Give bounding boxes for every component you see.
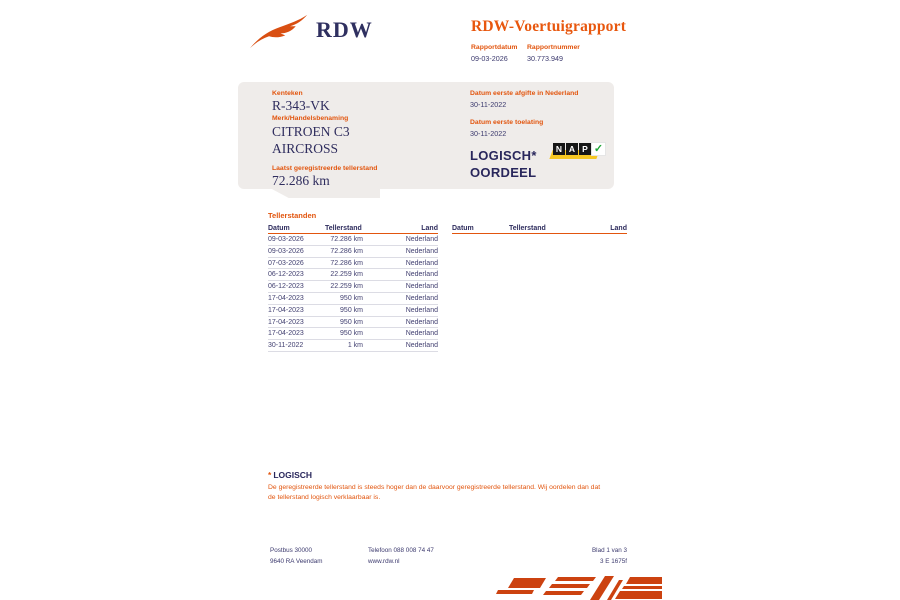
table-cell-tellerstand: 22.259 km: [330, 271, 363, 279]
col-header-land: Land: [610, 225, 627, 232]
table-cell-land: Nederland: [405, 318, 438, 326]
footer-phone: Telefoon 088 008 74 47: [368, 547, 434, 554]
nap-logo-letter-a: A: [566, 143, 578, 155]
table-cell-tellerstand: 72.286 km: [330, 259, 363, 267]
footnote-title: [268, 470, 312, 480]
tellerstanden-section-title: Tellerstanden: [268, 211, 317, 220]
table-cell-land: Nederland: [405, 236, 438, 243]
nap-logo-letter-n: N: [553, 143, 565, 155]
footnote-title-text: LOGISCH: [273, 470, 313, 480]
table-cell-datum: 17-04-2023: [268, 330, 304, 338]
col-header-tellerstand: Tellerstand: [509, 225, 546, 232]
table-cell-datum: 09-03-2026: [268, 247, 304, 255]
rapportdatum-label: Rapportdatum: [471, 44, 518, 51]
table-cell-land: Nederland: [405, 271, 438, 279]
table-cell-land: Nederland: [405, 259, 438, 267]
tellerstand-table-right: [452, 224, 627, 234]
table-cell-datum: 17-04-2023: [268, 306, 304, 314]
table-header-row: [268, 224, 438, 234]
table-cell-datum: 30-11-2022: [268, 342, 304, 350]
table-cell-datum: 17-04-2023: [268, 318, 304, 326]
merk-value-line2: AIRCROSS: [272, 141, 339, 156]
nap-logo-letter-p: P: [579, 143, 591, 155]
footnote-text: De geregistreerde tellerstand is steeds hoger dan de daarvoor geregistreerde tellerstand. Wij oordelen dan dat de tellerstand logisch verklaarbaar is.: [268, 484, 601, 501]
table-cell-datum: 09-03-2026: [268, 236, 304, 243]
toelating-value: 30-11-2022: [470, 129, 507, 138]
oordeel-line2: OORDEEL: [470, 165, 537, 180]
table-cell-tellerstand: 950 km: [340, 306, 363, 314]
table-row: [268, 293, 438, 305]
rapportnummer-label: Rapportnummer: [527, 44, 580, 51]
rapportdatum-value: 09-03-2026: [471, 54, 508, 63]
rdw-feather-logo-icon: [249, 13, 311, 51]
table-row: [268, 234, 438, 246]
rapportnummer-value: 30.773.949: [527, 54, 563, 63]
oordeel-text: [470, 147, 537, 181]
col-header-datum: Datum: [268, 225, 290, 232]
col-header-datum: Datum: [452, 225, 474, 232]
nap-logo-check-icon: ✓: [593, 143, 604, 155]
summary-panel-tab: [270, 188, 380, 198]
table-cell-tellerstand: 1 km: [347, 342, 363, 350]
table-cell-tellerstand: 950 km: [340, 330, 363, 338]
footer-website: www.rdw.nl: [368, 558, 400, 565]
footnote-asterisk: *: [268, 470, 272, 480]
afgifte-label: Datum eerste afgifte in Nederland: [470, 90, 579, 97]
footer-contact: [368, 545, 434, 567]
bottom-stripes-decoration-icon: [462, 575, 662, 600]
table-header-row: [452, 224, 627, 234]
table-cell-land: Nederland: [405, 342, 438, 350]
footer-address-line2: 9640 RA Veendam: [270, 558, 323, 565]
table-cell-tellerstand: 950 km: [340, 318, 363, 326]
table-cell-tellerstand: 72.286 km: [330, 247, 363, 255]
table-row: [268, 305, 438, 317]
oordeel-line1: LOGISCH*: [470, 148, 537, 163]
table-cell-tellerstand: 950 km: [340, 294, 363, 302]
tellerstand-value: 72.286 km: [272, 173, 330, 188]
footer-page-number: Blad 1 van 3: [591, 547, 627, 554]
table-cell-land: Nederland: [405, 294, 438, 302]
kenteken-label: Kenteken: [272, 90, 303, 97]
footer-page-info: [592, 545, 627, 567]
table-cell-land: Nederland: [405, 247, 438, 255]
afgifte-value: 30-11-2022: [470, 100, 507, 109]
table-cell-datum: 06-12-2023: [268, 271, 304, 279]
table-row: [268, 340, 438, 352]
tellerstand-table-body: [268, 234, 438, 352]
toelating-label: Datum eerste toelating: [470, 119, 544, 126]
kenteken-value: R-343-VK: [272, 98, 330, 113]
table-row: [268, 281, 438, 293]
table-row: [268, 269, 438, 281]
merk-value-line1: CITROEN C3: [272, 124, 350, 139]
table-row: [268, 258, 438, 270]
table-row: [268, 317, 438, 329]
table-cell-land: Nederland: [405, 306, 438, 314]
merk-label: Merk/Handelsbenaming: [272, 115, 349, 122]
col-header-land: Land: [421, 225, 438, 232]
table-row: [268, 328, 438, 340]
table-cell-tellerstand: 72.286 km: [330, 236, 363, 243]
col-header-tellerstand: Tellerstand: [325, 225, 362, 232]
tellerstand-table-left: [268, 224, 438, 352]
table-cell-land: Nederland: [405, 283, 438, 291]
tellerstand-label: Laatst geregistreerde tellerstand: [272, 165, 378, 172]
table-cell-tellerstand: 22.259 km: [330, 283, 363, 291]
logo-wordmark: RDW: [316, 17, 373, 42]
table-cell-datum: 06-12-2023: [268, 283, 304, 291]
table-row: [268, 246, 438, 258]
table-cell-datum: 07-03-2026: [268, 259, 304, 267]
footer-address: [270, 545, 323, 567]
footer-form-code: 3 E 1675f: [600, 558, 627, 565]
table-cell-datum: 17-04-2023: [268, 294, 304, 302]
footer-address-line1: Postbus 30000: [270, 547, 313, 554]
table-cell-land: Nederland: [405, 330, 438, 338]
report-title: RDW-Voertuigrapport: [471, 18, 627, 35]
